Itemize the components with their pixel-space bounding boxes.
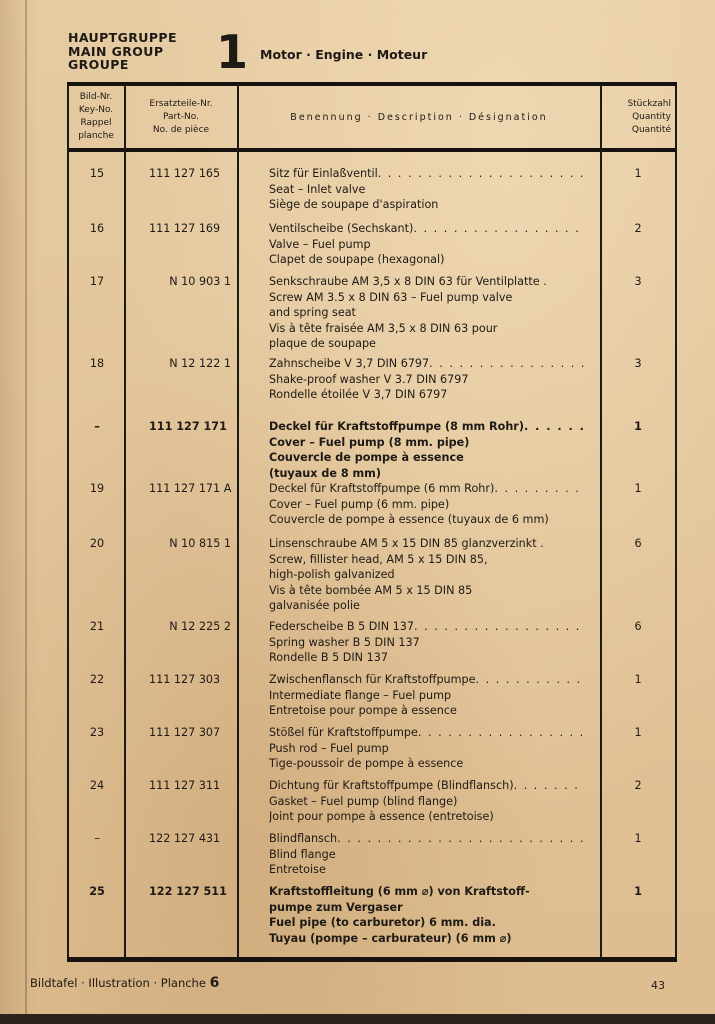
header-line: Bild-Nr. <box>79 92 113 102</box>
description <box>269 356 585 403</box>
page-edge <box>0 1014 715 1024</box>
quantity: 2 <box>634 222 642 235</box>
header-line: No. de pièce <box>152 124 210 135</box>
dot-leader <box>494 481 585 497</box>
part-number: N 12 122 1 <box>169 357 231 370</box>
description-line: Couvercle de pompe à essence <box>269 451 464 464</box>
description-line: Joint pour pompe à essence (entretoise) <box>269 810 494 823</box>
group-label-fr: GROUPE <box>68 57 129 72</box>
group-labels <box>68 31 177 72</box>
description-line: Fuel pipe (to carburetor) 6 mm. dia. <box>269 916 496 929</box>
description-line: high-polish galvanized <box>269 568 395 581</box>
description-text: Dichtung für Kraftstoffpumpe (Blindflansch) <box>269 779 514 792</box>
description-text: Zwischenflansch für Kraftstoffpumpe <box>269 673 476 686</box>
quantity: 1 <box>634 832 642 845</box>
description <box>269 166 585 213</box>
key-number: – <box>94 420 100 433</box>
description-text: Deckel für Kraftstoffpumpe (8 mm Rohr) <box>269 420 524 433</box>
part-number: 111 127 165 <box>149 167 221 180</box>
header-line: planche <box>78 131 114 141</box>
part-number: N 10 903 1 <box>169 275 231 288</box>
key-number: 23 <box>89 726 105 739</box>
header-line: Quantité <box>631 124 671 135</box>
description-line: and spring seat <box>269 306 356 319</box>
description-text: Sitz für Einlaßventil <box>269 167 378 180</box>
description-line: Cover – Fuel pump (6 mm. pipe) <box>269 497 450 511</box>
table-bottom-rule <box>67 957 677 962</box>
plate-label: Bildtafel · Illustration · Planche <box>30 976 206 990</box>
description <box>269 884 585 946</box>
key-number: 17 <box>89 275 105 288</box>
description-line: Intermediate flange – Fuel pump <box>269 688 452 702</box>
quantity: 1 <box>634 726 642 739</box>
quantity: 1 <box>634 482 642 495</box>
description <box>269 831 585 878</box>
description-text: Ventilscheibe (Sechskant) <box>269 222 414 235</box>
description-line-leader <box>269 619 585 635</box>
quantity: 3 <box>634 357 642 370</box>
description-line: Entretoise <box>269 863 326 876</box>
description-line: Siège de soupape d'aspiration <box>269 198 439 211</box>
header-line: Stückzahl <box>627 98 671 109</box>
description <box>269 536 585 614</box>
description-line: Screw AM 3.5 x 8 DIN 63 – Fuel pump valve <box>269 290 513 304</box>
description-line: Kraftstoffleitung (6 mm ⌀) von Kraftstoff- <box>269 885 530 898</box>
group-number: 1 <box>216 25 249 79</box>
description-line: Gasket – Fuel pump (blind flange) <box>269 794 458 808</box>
dot-leader <box>524 419 585 435</box>
quantity: 2 <box>634 779 642 792</box>
description-line: Vis à tête fraisée AM 3,5 x 8 DIN 63 pour <box>269 321 498 335</box>
column-divider <box>600 86 602 958</box>
group-label-en: MAIN GROUP <box>68 43 164 59</box>
description-line-leader <box>269 221 585 237</box>
header-bottom-rule <box>67 148 677 152</box>
column-divider <box>67 86 69 958</box>
group-title: Motor · Engine · Moteur <box>260 47 428 62</box>
description-line: Valve – Fuel pump <box>269 237 371 251</box>
description-line: Tuyau (pompe – carburateur) (6 mm ⌀) <box>269 931 512 945</box>
quantity: 1 <box>634 167 642 180</box>
description-line-leader <box>269 419 585 435</box>
description-line: Blind flange <box>269 847 336 861</box>
description-line: pumpe zum Vergaser <box>269 900 403 914</box>
description-line: Tige-poussoir de pompe à essence <box>269 757 464 770</box>
part-number: 122 127 511 <box>149 885 227 898</box>
description-line: Clapet de soupape (hexagonal) <box>269 253 445 266</box>
header-line: Quantity <box>632 111 671 122</box>
column-header-key-no <box>68 86 124 148</box>
description-line: (tuyaux de 8 mm) <box>269 466 381 480</box>
parts-table <box>67 82 675 961</box>
description-line-leader <box>269 166 585 182</box>
header-line: Rappel <box>80 118 112 128</box>
description-line: Spring washer B 5 DIN 137 <box>269 635 420 649</box>
description-line-leader <box>269 672 585 688</box>
description <box>269 672 585 719</box>
column-header-part-no <box>125 86 237 148</box>
key-number: 15 <box>89 167 105 180</box>
part-number: N 10 815 1 <box>169 537 231 550</box>
key-number: – <box>94 832 100 845</box>
description-line: Senkschraube AM 3,5 x 8 DIN 63 für Ventilplatte . <box>269 275 547 288</box>
description <box>269 221 585 268</box>
page-header <box>68 25 668 81</box>
dot-leader <box>429 356 585 372</box>
description-text: Blindflansch <box>269 832 338 845</box>
key-number: 19 <box>89 482 105 495</box>
description-line-leader <box>269 725 585 741</box>
quantity: 1 <box>634 673 642 686</box>
key-number: 25 <box>89 885 105 898</box>
description <box>269 481 585 528</box>
description <box>269 619 585 666</box>
page-footer <box>30 975 670 991</box>
description <box>269 274 585 352</box>
description-line-leader <box>269 831 585 847</box>
description-line-leader <box>269 481 585 497</box>
header-line: Key-No. <box>78 105 114 115</box>
part-number: 111 127 169 <box>149 222 221 235</box>
header-line: Part-No. <box>163 111 199 122</box>
key-number: 20 <box>89 537 105 550</box>
description-line: Entretoise pour pompe à essence <box>269 704 457 717</box>
quantity: 1 <box>634 420 642 433</box>
description-line: Screw, fillister head, AM 5 x 15 DIN 85, <box>269 552 488 566</box>
description-line: Push rod – Fuel pump <box>269 741 389 755</box>
key-number: 22 <box>89 673 105 686</box>
description-line: galvanisée polie <box>269 599 360 612</box>
column-divider <box>124 86 126 958</box>
description-line: Rondelle B 5 DIN 137 <box>269 651 388 664</box>
description-line: Shake-proof washer V 3.7 DIN 6797 <box>269 372 469 386</box>
header-line: Ersatzteile-Nr. <box>149 98 213 109</box>
key-number: 21 <box>89 620 105 633</box>
key-number: 16 <box>89 222 105 235</box>
part-number: N 12 225 2 <box>169 620 231 633</box>
part-number: 111 127 171 <box>149 420 227 433</box>
page-number: 43 <box>651 979 665 992</box>
part-number: 111 127 311 <box>149 779 221 792</box>
part-number: 122 127 431 <box>149 832 221 845</box>
column-header-quantity <box>601 86 675 148</box>
dot-leader <box>414 619 585 635</box>
quantity: 1 <box>634 885 642 898</box>
description <box>269 419 585 481</box>
part-number: 111 127 171 A <box>149 482 232 495</box>
description-line: Cover – Fuel pump (8 mm. pipe) <box>269 435 470 449</box>
description-line: plaque de soupape <box>269 337 376 350</box>
description-line-leader <box>269 778 585 794</box>
description-text: Zahnscheibe V 3,7 DIN 6797 <box>269 357 430 370</box>
description-text: Stößel für Kraftstoffpumpe <box>269 726 418 739</box>
description-line: Seat – Inlet valve <box>269 182 366 196</box>
description-line: Linsenschraube AM 5 x 15 DIN 85 glanzverzinkt . <box>269 537 544 550</box>
description-line: Vis à tête bombée AM 5 x 15 DIN 85 <box>269 583 473 597</box>
key-number: 24 <box>89 779 105 792</box>
dot-leader <box>378 166 585 182</box>
description-text: Deckel für Kraftstoffpumpe (6 mm Rohr) <box>269 482 495 495</box>
plate-number: 6 <box>209 975 220 991</box>
description-text: Federscheibe B 5 DIN 137 <box>269 620 414 633</box>
part-number: 111 127 303 <box>149 673 221 686</box>
column-header-description: Benennung · Description · Désignation <box>290 111 548 123</box>
description-line: Rondelle étoilée V 3,7 DIN 6797 <box>269 388 448 401</box>
dot-leader <box>413 221 585 237</box>
dot-leader <box>337 831 585 847</box>
description <box>269 725 585 772</box>
description-line-leader <box>269 356 585 372</box>
description-line: Couvercle de pompe à essence (tuyaux de 6 mm) <box>269 513 549 526</box>
quantity: 3 <box>634 275 642 288</box>
key-number: 18 <box>89 357 105 370</box>
column-divider <box>237 86 239 958</box>
dot-leader <box>418 725 585 741</box>
book-spine-fold <box>25 0 27 1024</box>
quantity: 6 <box>634 537 642 550</box>
part-number: 111 127 307 <box>149 726 221 739</box>
dot-leader <box>476 672 585 688</box>
column-divider <box>675 86 677 958</box>
dot-leader <box>514 778 585 794</box>
quantity: 6 <box>634 620 642 633</box>
group-label-de: HAUPTGRUPPE <box>68 30 177 45</box>
description <box>269 778 585 825</box>
